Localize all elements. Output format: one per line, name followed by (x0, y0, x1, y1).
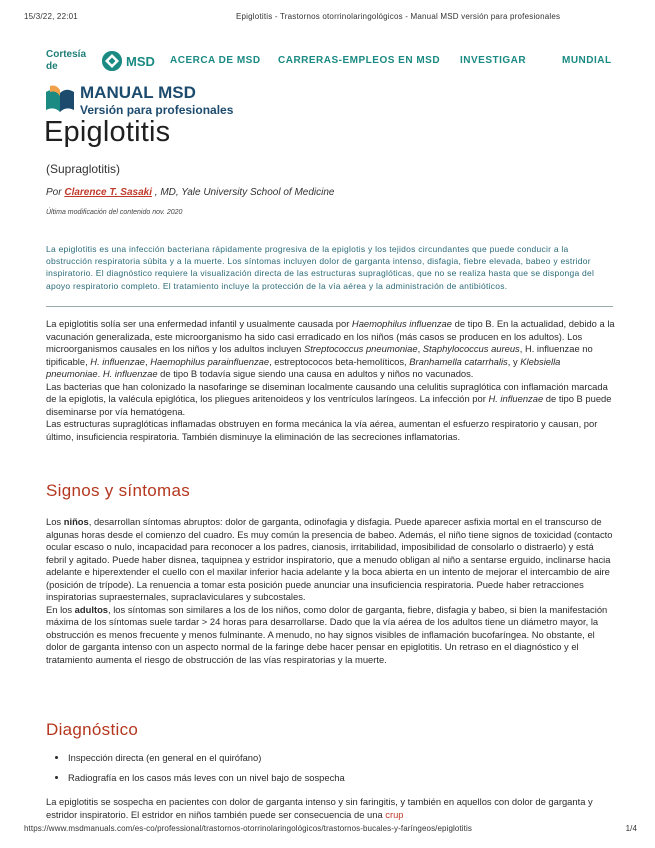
signs-heading: Signos y síntomas (46, 481, 190, 500)
manual-brand[interactable] (44, 84, 233, 117)
crup-link[interactable]: crup (385, 808, 404, 820)
intro-section (46, 318, 616, 443)
print-footer (24, 824, 637, 838)
diagnosis-paragraph: La epiglotitis se sospecha en pacientes con dolor de garganta intenso y sin faringitis, y también en aquellos con dolor de garganta y estridor inspiratorio. El estridor en niños también puede ser consecuencia de una crup (46, 796, 593, 820)
byline-affiliation: , MD, Yale University School of Medicine (152, 187, 335, 198)
diagnosis-item: • Radiografía en los casos más leves con un nivel bajo de sospecha (68, 772, 345, 784)
diagnosis-item: • Inspección directa (en general en el quirófano) (68, 752, 345, 764)
signs-section (46, 516, 616, 667)
author-byline (46, 187, 334, 198)
intro-paragraph-3: Las estructuras supraglóticas inflamadas obstruyen en forma mecánica la vía aérea, aumentan el esfuerzo respiratorio y causan, por último, insuficiencia respiratoria. También disminuye la eliminación de las secreciones inflamatorias. (46, 418, 598, 442)
print-url: https://www.msdmanuals.com/es-co/professional/trastornos-otorrinolaringológicos/trastornos-bucales-y-faríngeos/epiglotitis (24, 824, 472, 833)
msd-logo-icon (102, 51, 122, 71)
author-link[interactable]: Clarence T. Sasaki (64, 187, 152, 198)
intro-paragraph-2: Las bacterias que han colonizado la nasofaringe se diseminan localmente causando una celulitis supraglótica con inflamación marcada de la epiglotis, la valécula epiglótica, los pliegues aritenoideos y los ventrículos laríngeos. La infección por H. influenzae de tipo B puede diseminarse por vía hematógena. (46, 380, 612, 417)
nav-link-investigar[interactable]: INVESTIGAR (460, 55, 527, 66)
last-updated: Última modificación del contenido nov. 2020 (46, 209, 183, 216)
diagnosis-heading: Diagnóstico (46, 720, 139, 739)
diagnosis-list (46, 752, 345, 792)
msd-logo-text: MSD (126, 53, 155, 69)
manual-book-icon (44, 84, 76, 114)
summary-divider (46, 306, 613, 307)
print-header (24, 12, 637, 26)
byline-prefix: Por (46, 187, 65, 198)
nav-link-mundial[interactable]: MUNDIAL (562, 55, 612, 66)
signs-paragraph-children: Los niños, desarrollan síntomas abruptos: dolor de garganta, odinofagia y disfagia. Puede aparecer asfixia mortal en el transcurso de algunas horas desde el comienzo del cuadro. Es muy común la presencia de babeo. Además, el niño tiene signos de toxicidad (contacto ocular escaso o nulo, incapacidad para reconocer a los padres, cianosis, irritabilidad, imposibilidad de consolarlo o distraerlo) y está febril y agitado. Puede haber disnea, taquipnea y estridor inspiratorio, que a menudo obligan al niño a sentarse erguido, inclinarse hacia adelante e hiperextender el cuello con el maxilar inferior hacia adelante y la boca abierta en un intento de mejorar el intercambio de aire (posición de trípode). La renuencia a tomar esta posición puede anunciar una insuficiencia respiratoria. Puede haber retracciones inspiratorias supraesternales, supraclaviculares y subcostales. (46, 516, 613, 603)
top-navigation (46, 46, 647, 76)
manual-name: MANUAL MSD (80, 83, 196, 102)
print-title: Epiglotitis - Trastornos otorrinolaringológicos - Manual MSD versión para profesionales (236, 12, 561, 21)
nav-link-acerca[interactable]: ACERCA DE MSD (170, 55, 261, 66)
msd-logo[interactable] (102, 51, 155, 71)
print-timestamp: 15/3/22, 22:01 (24, 12, 78, 21)
signs-paragraph-adults: En los adultos, los síntomas son similares a los de los niños, como dolor de garganta, fiebre, disfagia y babeo, si bien la manifestación máxima de los síntomas suele tardar > 24 horas para desarrollarse. Dado que la vía aérea de los adultos tiene un diámetro mayor, la obstrucción es menos frecuente y menos fulminante. A menudo, no hay signos visibles de inflamación bucofaríngea. No obstante, el dolor de garganta intenso con un aspecto normal de la faringe debe hacer pensar en epiglotitis. Un retraso en el diagnóstico y el tratamiento aumenta el riesgo de obstrucción de las vías respiratorias y la muerte. (46, 603, 608, 666)
nav-link-carreras[interactable]: CARRERAS-EMPLEOS EN MSD (278, 55, 441, 66)
courtesy-label: Cortesía de (46, 49, 87, 72)
manual-edition: Versión para profesionales (80, 103, 234, 117)
page-synonym: (Supraglotitis) (46, 162, 121, 176)
intro-paragraph-1: La epiglotitis solía ser una enfermedad infantil y usualmente causada por Haemophilus influenzae de tipo B. En la actualidad, debido a la vacunación generalizada, este microorganismo ha sido casi erradicado en los niños (más casos se producen en los adultos). Los microorganismos causales en los niños y los adultos incluyen Streptococcus pneumoniae, Staphylococcus aureus, H. influenzae no tipificable, H. influenzae, Haemophilus parainfluenzae, estreptococos beta-hemolíticos, Branhamella catarrhalis, y Klebsiella pneumoniae. H. influenzae de tipo B todavía sigue siendo una causa en adultos y niños no vacunados. (46, 318, 615, 380)
page-title: Epiglotitis (44, 116, 171, 148)
article-summary: La epiglotitis es una infección bacteriana rápidamente progresiva de la epiglotis y los tejidos circundantes que puede conducir a la obstrucción respiratoria súbita y a la muerte. Los síntomas incluyen dolor de garganta intenso, disfagia, fiebre elevada, babeo y estridor inspiratorio. El diagnóstico requiere la visualización directa de las estructuras supraglóticas, que no se realiza hasta que se disponga del apoyo respiratorio completo. El tratamiento incluye la protección de la vía aérea y la administración de antibióticos. (46, 244, 595, 291)
print-page-number: 1/4 (625, 824, 637, 833)
